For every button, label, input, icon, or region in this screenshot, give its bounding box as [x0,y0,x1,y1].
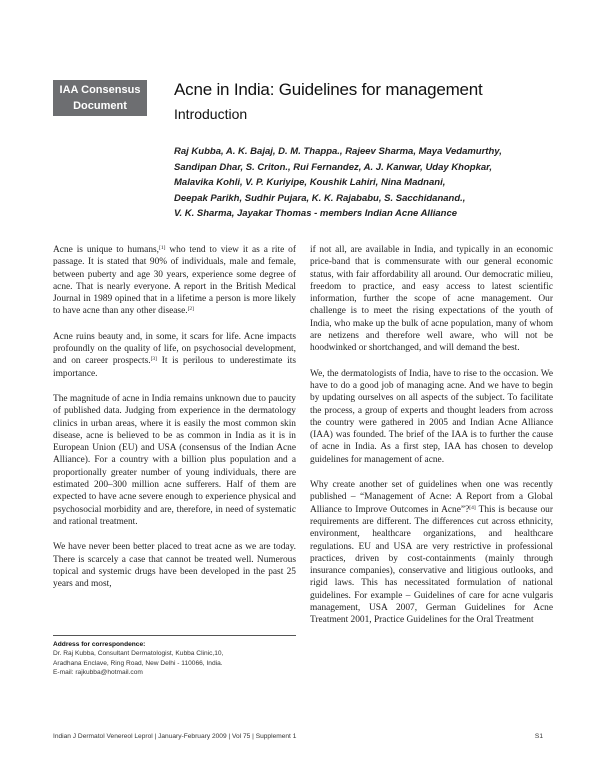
citation-ref: [2] [187,306,194,313]
page-number: S1 [534,733,543,740]
body-paragraph: We, the dermatologists of India, have to rise to the occasion. We have to do a good job of managing acne. And we have to begin by updating ourselves on all aspects of the subject. To facilitate the process, a group of experts and thought leaders from across the country were gathered in 2005 and Indian Acne Alliance (IAA) was founded. The brief of the IAA is to further the cause of acne in India. As a first step, IAA has chosen to develop guidelines for management of acne. [310,368,553,465]
journal-citation: Indian J Dermatol Venereol Leprol | January-February 2009 | Vol 75 | Supplement 1 [53,733,297,740]
correspondence-line: Dr. Raj Kubba, Consultant Dermatologist, Kubba Clinic,10, [53,650,224,658]
author-line: Deepak Parikh, Sudhir Pujara, K. K. Rajababu, S. Sacchidanand., [174,192,466,204]
body-column-right [310,244,553,640]
correspondence-email: E-mail: rajkubba@hotmail.com [53,669,143,677]
article-title: Acne in India: Guidelines for management [174,80,483,99]
badge-line-1: IAA Consensus [59,84,141,96]
body-paragraph: We have never been better placed to treat acne as we are today. There is scarcely a case that cannot be treated well. Numerous topical and systemic drugs have been developed in the past 25 years and most, [53,542,296,590]
badge-line-2: Document [73,100,127,112]
body-paragraph: Why create another set of guidelines when one was recently published – “Management of Acne: A Report from a Global Alliance to Improve Outcomes in Acne”?[4] This is because our requirements are different. The differences cut across ethnicity, environment, healthcare organizations, and healthcare regulations. EU and USA are very restrictive in professional practices, driven by cost-containments (mainly through insurance companies), conservative and litigious outlooks, and rigid laws. This has necessitated formulation of national guidelines. For example – Guidelines of care for acne vulgaris management, USA 2007, German Guidelines for Acne Treatment 2001, Practice Guidelines for the Oral Treatment [310,480,553,626]
citation-ref: [3] [150,356,158,363]
author-line: Malavika Kohli, V. P. Kuriyipe, Koushik Lahiri, Nina Madnani, [174,177,446,188]
page-footer [53,733,543,740]
author-list [174,144,554,222]
author-line: V. K. Sharma, Jayakar Thomas - members Indian Acne Alliance [174,208,458,219]
body-paragraph: if not all, are available in India, and typically in an economic price-band that is commensurate with our general economic status, with fair affordability all around. Our democratic milieu, freedom to practice, and easy access to latest scientific information, further the scope of acne management. Our challenge is to meet the rising expectations of the youth of India, who make up the bulk of acne population, many of whom are netizens and therefore well aware, who will not be hoodwinked or shortchanged, and will demand the best. [310,245,553,354]
body-paragraph: The magnitude of acne in India remains unknown due to paucity of published data. Judging from experience in the dermatology clinics in urban areas, where it is easily the most common skin disease, acne is believed to be as common in India as it is in European Union (EU) and USA (consensus of the Indian Acne Alliance). For a country with a billion plus population and a proportionally greater number of young individuals, there are estimated 200–300 million acne sufferers. Half of them are expected to have acne severe enough to experience physical and psychosocial morbidity and are, therefore, in need of systematic and rational treatment. [53,393,296,527]
body-paragraph: Acne is unique to humans,[1] who tend to view it as a rite of passage. It is stated that 90% of individuals, male and female, between puberty and age 30 years, experience some degree of acne. That is nearly everyone. A report in the British Medical Journal in 1989 opined that in a lifetime a person is more likely to have acne than any other disease.[2] [53,245,296,317]
citation-ref: [1] [159,245,166,251]
author-line: Sandipan Dhar, S. Criton., Rui Fernandez, A. J. Kanwar, Uday Khopkar, [174,161,492,173]
body-paragraph: Acne ruins beauty and, in some, it scars for life. Acne impacts profoundly on the quality of life, on psychosocial development, and on career prospects.[3] It is perilous to underestimate its importance. [53,331,296,379]
body-column-left [53,244,296,603]
citation-ref: [4] [469,504,476,511]
author-line: Raj Kubba, A. K. Bajaj, D. M. Thappa., Rajeev Sharma, Maya Vedamurthy, [174,146,502,157]
correspondence-line: Aradhana Enclave, Ring Road, New Delhi - 110066, India. [53,659,223,667]
section-heading: Introduction [174,106,248,122]
correspondence-heading: Address for correspondence: [53,641,146,648]
document-type-badge [53,80,147,116]
footnote-divider [53,635,296,636]
correspondence-block [53,640,313,678]
